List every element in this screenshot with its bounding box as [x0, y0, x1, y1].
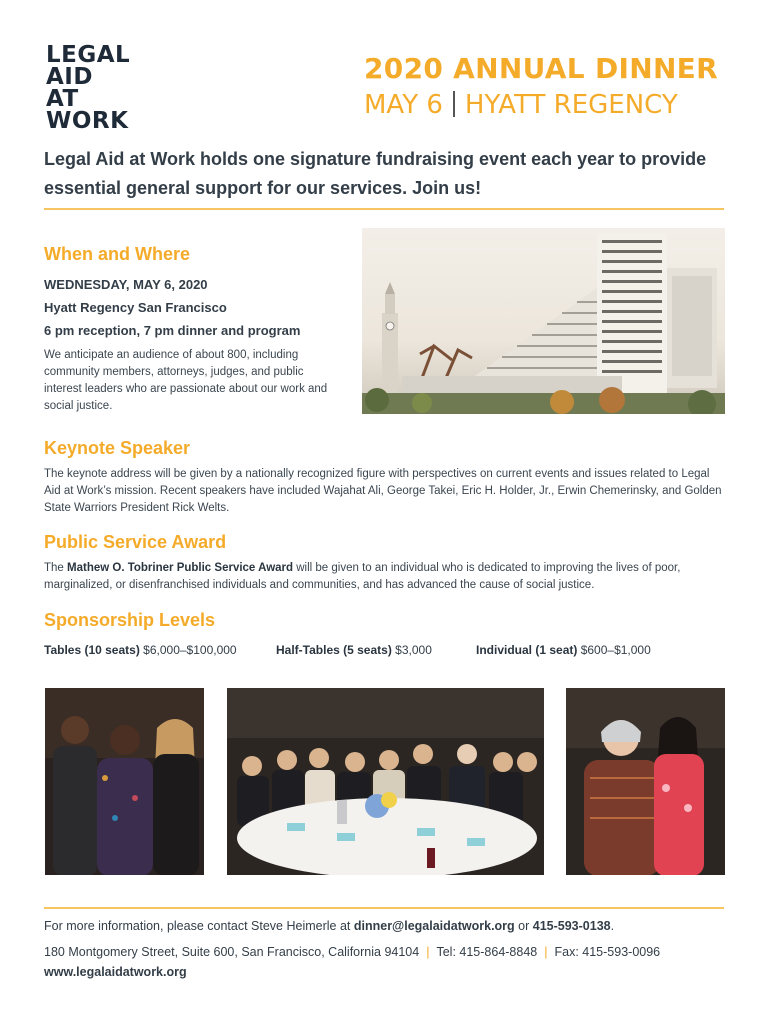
contact-mid: or	[514, 919, 533, 933]
telephone: Tel: 415-864-8848	[436, 945, 538, 959]
fax: Fax: 415-593-0096	[554, 945, 661, 959]
contact-email[interactable]: dinner@legalaidatwork.org	[353, 919, 515, 933]
when-where-section	[44, 244, 344, 415]
sponsor-level-label: Tables (10 seats)	[44, 643, 140, 657]
dinner-table-photo	[227, 688, 544, 875]
award-text-pre: The	[44, 562, 68, 574]
logo-line: AID AT	[46, 64, 93, 112]
award-text-post: will be given to an individual who is dedicated to improving the lives of poor, marginalized, or disenfranchised individuals and communities, and has advanced the cause of social justice.	[44, 562, 681, 591]
attendees-photo	[45, 688, 204, 875]
time-line: 6 pm reception, 7 pm dinner and program	[44, 323, 301, 338]
award-name: Mathew O. Tobriner Public Service Award	[67, 562, 294, 574]
street-address: 180 Montgomery Street, Suite 600, San Francisco, California 94104	[44, 945, 420, 959]
divider: |	[544, 945, 548, 959]
sponsor-level-price: $6,000–$100,000	[143, 643, 237, 657]
event-date: MAY 6	[364, 90, 443, 120]
sponsor-level-price: $3,000	[395, 643, 432, 657]
logo	[46, 42, 131, 134]
event-date-venue	[364, 90, 734, 120]
event-title: 2020 ANNUAL DINNER	[364, 52, 718, 85]
sponsor-level-label: Individual (1 seat)	[476, 643, 578, 657]
hotel-photo	[362, 228, 725, 414]
contact-info	[44, 919, 734, 933]
section-title: Public Service Award	[44, 532, 227, 552]
website-link[interactable]: www.legalaidatwork.org	[44, 965, 187, 979]
section-title: When and Where	[44, 244, 191, 264]
logo-line: WORK	[46, 108, 129, 134]
guests-photo	[566, 688, 725, 875]
keynote-text: The keynote address will be given by a nationally recognized figure with perspectives on current events and issues related to Legal Aid at Work’s mission. Recent speakers have included Wajahat Ali, George Takei, Eric H. Holder, Jr., Erwin Chemerinsky, and Golden State Warriors President Rick Welts.	[44, 468, 722, 514]
award-section	[44, 532, 734, 594]
sponsor-level-label: Half-Tables (5 seats)	[276, 643, 392, 657]
venue-line: Hyatt Regency San Francisco	[44, 300, 227, 315]
divider	[453, 91, 455, 117]
sponsor-level	[276, 643, 432, 657]
intro-text: Legal Aid at Work holds one signature fundraising event each year to provide essential general support for our services. Join us!	[44, 149, 707, 198]
sponsor-level	[476, 643, 651, 657]
hotel-illustration	[362, 228, 725, 414]
section-title: Sponsorship Levels	[44, 610, 216, 630]
event-venue: HYATT REGENCY	[464, 90, 678, 120]
contact-pre: For more information, please contact Steve Heimerle at	[44, 919, 354, 933]
guests-illustration	[566, 688, 725, 875]
divider	[44, 907, 724, 909]
sponsor-level-price: $600–$1,000	[580, 643, 651, 657]
event-date-line: WEDNESDAY, MAY 6, 2020	[44, 277, 208, 292]
address-line	[44, 945, 734, 959]
divider: |	[426, 945, 430, 959]
section-title: Keynote Speaker	[44, 438, 191, 458]
sponsor-level	[44, 643, 237, 657]
dinner-table-illustration	[227, 688, 544, 875]
contact-phone[interactable]: 415-593-0138	[532, 919, 611, 933]
award-text	[44, 560, 729, 594]
keynote-section	[44, 438, 734, 517]
logo-line: LEGAL	[46, 42, 131, 68]
divider	[44, 208, 724, 210]
contact-end: .	[610, 919, 615, 933]
attendees-illustration	[45, 688, 204, 875]
audience-text: We anticipate an audience of about 800, including community members, attorneys, judges, and public interest leaders who are passionate about our work and social justice.	[44, 349, 328, 412]
